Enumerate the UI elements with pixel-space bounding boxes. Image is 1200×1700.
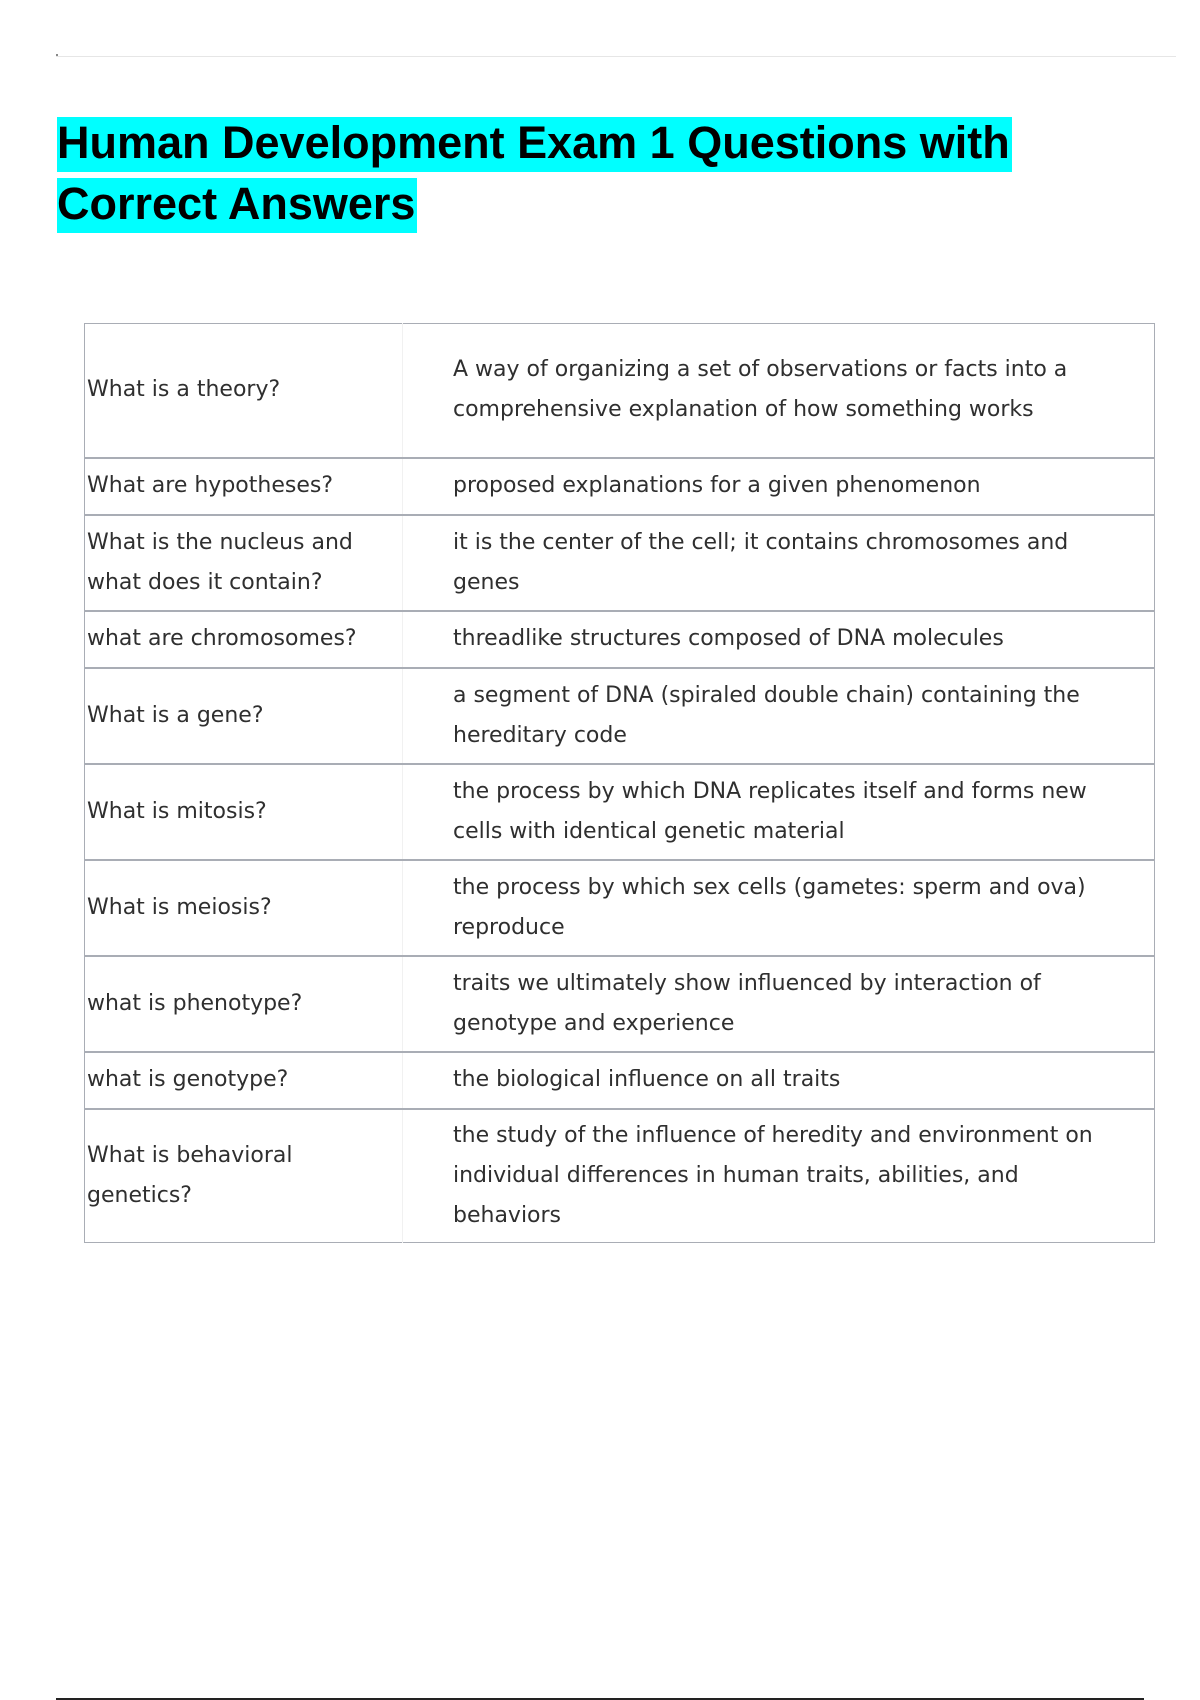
qa-row — [85, 515, 1155, 611]
answer-cell: A way of organizing a set of observations or facts into a comprehensive explanation of how something works — [453, 357, 1068, 423]
question-cell: what is phenotype? — [85, 956, 403, 1052]
qa-row — [85, 611, 1155, 668]
answer-cell: traits we ultimately show influenced by interaction of genotype and experience — [453, 970, 1041, 1036]
qa-row — [85, 668, 1155, 764]
answer-cell: proposed explanations for a given phenomenon — [453, 473, 981, 498]
question-cell: What is a theory? — [85, 324, 403, 458]
answer-cell: a segment of DNA (spiraled double chain) containing the hereditary code — [453, 682, 1080, 748]
qa-row — [85, 956, 1155, 1052]
top-divider — [56, 56, 1176, 57]
answer-cell: threadlike structures composed of DNA molecules — [453, 626, 1004, 651]
answer-cell: the study of the influence of heredity and environment on individual differences in human traits, abilities, and behaviors — [453, 1122, 1093, 1228]
answer-cell: the biological influence on all traits — [453, 1067, 841, 1092]
answer-cell: the process by which DNA replicates itself and forms new cells with identical genetic material — [453, 778, 1087, 844]
qa-row — [85, 1052, 1155, 1109]
qa-table — [84, 323, 1155, 1243]
question-cell: What are hypotheses? — [85, 458, 403, 515]
question-cell: what are chromosomes? — [85, 611, 403, 668]
question-cell: What is meiosis? — [85, 860, 403, 956]
qa-row — [85, 458, 1155, 515]
answer-cell: it is the center of the cell; it contains chromosomes and genes — [453, 529, 1069, 595]
qa-row — [85, 1109, 1155, 1243]
qa-row — [85, 860, 1155, 956]
question-cell: What is mitosis? — [85, 764, 403, 860]
title-block — [57, 112, 1057, 234]
question-cell: What is a gene? — [85, 668, 403, 764]
question-cell: What is behavioral genetics? — [85, 1109, 403, 1243]
header-dot — [56, 54, 58, 56]
qa-row — [85, 324, 1155, 458]
title-highlight: Human Development Exam 1 Questions with Correct Answers — [57, 117, 1012, 233]
answer-cell: the process by which sex cells (gametes: sperm and ova) reproduce — [453, 874, 1086, 940]
question-cell: what is genotype? — [85, 1052, 403, 1109]
page-title — [57, 112, 1057, 234]
qa-row — [85, 764, 1155, 860]
question-cell: What is the nucleus and what does it contain? — [85, 515, 403, 611]
